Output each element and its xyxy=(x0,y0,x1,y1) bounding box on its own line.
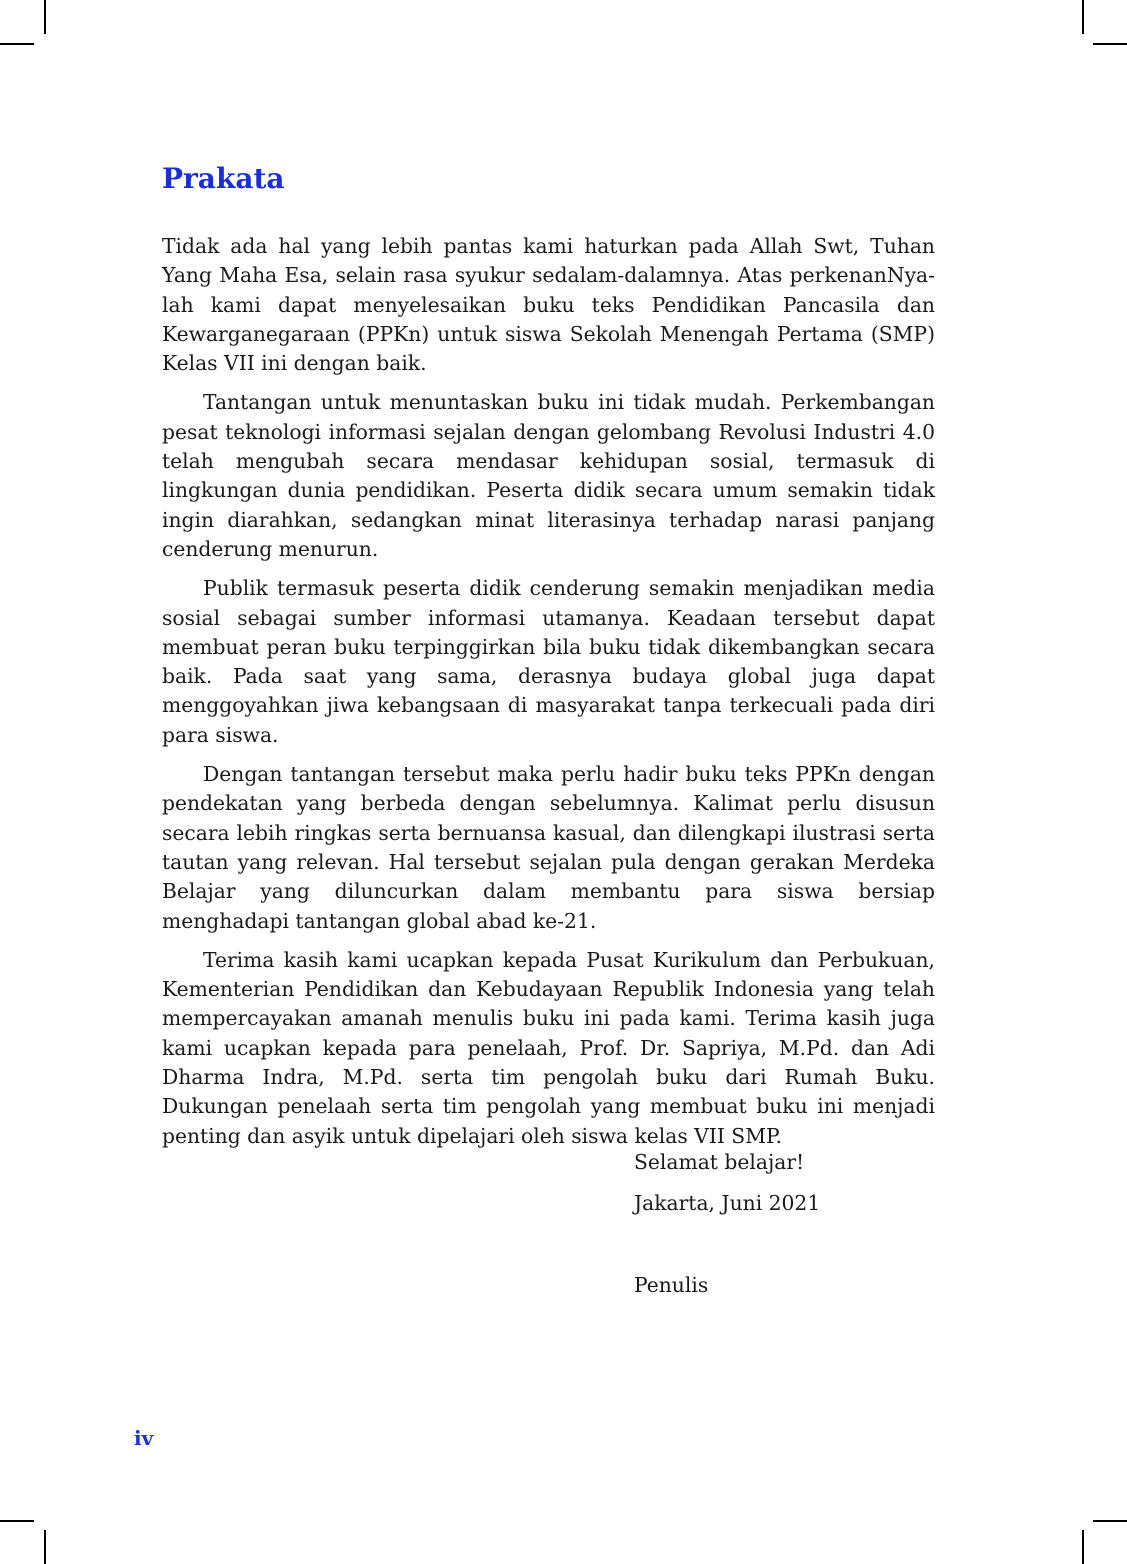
paragraph-4: Dengan tantangan tersebut maka perlu hadir buku teks PPKn dengan pendekatan yang berbeda dengan sebelumnya. Kalimat perlu disusun secara lebih ringkas serta bernuansa kasual, dan dilengkapi ilustrasi serta tautan yang relevan. Hal tersebut sejalan pula dengan gerakan Merdeka Belajar yang diluncurkan dalam membantu para siswa bersiap menghadapi tantangan global abad ke-21. xyxy=(162,762,935,933)
paragraph-3: Publik termasuk peserta didik cenderung semakin menjadikan media sosial sebagai sumber informasi utamanya. Keadaan tersebut dapat membuat peran buku terpinggirkan bila buku tidak dikembangkan secara baik. Pada saat yang sama, derasnya budaya global juga dapat menggoyahkan jiwa kebangsaan di masyarakat tanpa terkecuali pada diri para siswa. xyxy=(162,576,935,747)
crop-mark-bottom-right-horizontal xyxy=(1093,1520,1127,1522)
closing-signature: Penulis xyxy=(634,1273,709,1297)
page-number: iv xyxy=(134,1426,154,1450)
closing-greeting: Selamat belajar! xyxy=(634,1150,805,1174)
crop-mark-top-left-vertical xyxy=(44,0,46,34)
preface-body xyxy=(162,232,935,1161)
crop-mark-bottom-right-vertical xyxy=(1082,1530,1084,1564)
paragraph-1: Tidak ada hal yang lebih pantas kami haturkan pada Allah Swt, Tuhan Yang Maha Esa, selain rasa syukur sedalam-dalamnya. Atas perkenanNya-lah kami dapat menyelesaikan buku teks Pendidikan Pancasila dan Kewarganegaraan (PPKn) untuk siswa Sekolah Menengah Pertama (SMP) Kelas VII ini dengan baik. xyxy=(162,234,935,376)
crop-mark-top-right-horizontal xyxy=(1093,43,1127,45)
crop-mark-top-left-horizontal xyxy=(0,43,34,45)
paragraph-2: Tantangan untuk menuntaskan buku ini tidak mudah. Perkembangan pesat teknologi informasi sejalan dengan gelombang Revolusi Industri 4.0 telah mengubah secara mendasar kehidupan sosial, termasuk di lingkungan dunia pendidikan. Peserta didik secara umum semakin tidak ingin diarahkan, sedangkan minat literasinya terhadap narasi panjang cenderung menurun. xyxy=(162,390,935,561)
page-title: Prakata xyxy=(162,162,285,195)
crop-mark-bottom-left-horizontal xyxy=(0,1520,34,1522)
paragraph-5: Terima kasih kami ucapkan kepada Pusat Kurikulum dan Perbukuan, Kementerian Pendidikan dan Kebudayaan Republik Indonesia yang telah mempercayakan amanah menulis buku ini pada kami. Terima kasih juga kami ucapkan kepada para penelaah, Prof. Dr. Sapriya, M.Pd. dan Adi Dharma Indra, M.Pd. serta tim pengolah buku dari Rumah Buku. Dukungan penelaah serta tim pengolah yang membuat buku ini menjadi penting dan asyik untuk dipelajari oleh siswa kelas VII SMP. xyxy=(162,947,935,1148)
crop-mark-top-right-vertical xyxy=(1082,0,1084,34)
crop-mark-bottom-left-vertical xyxy=(44,1530,46,1564)
closing-place-date: Jakarta, Juni 2021 xyxy=(634,1191,821,1215)
